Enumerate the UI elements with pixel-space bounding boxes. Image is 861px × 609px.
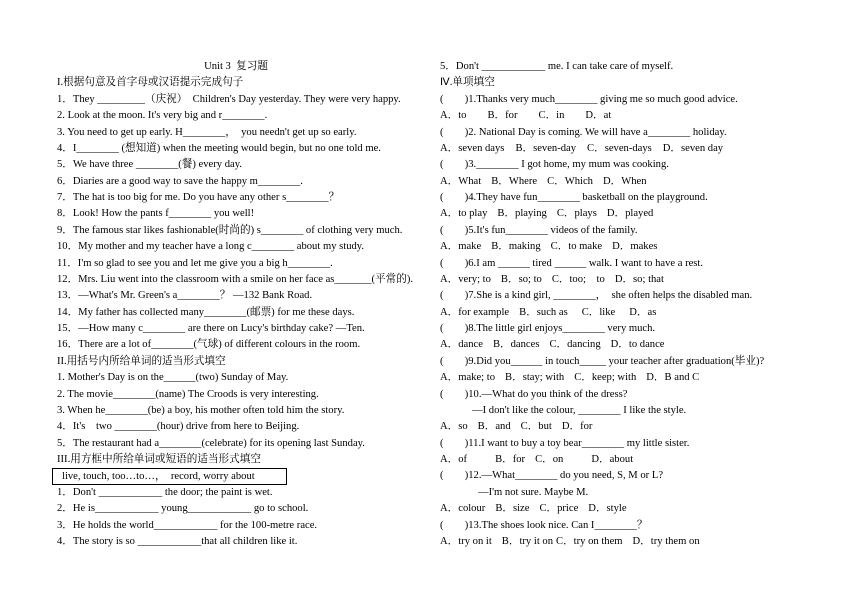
option-a: A．What xyxy=(440,175,482,187)
part4-heading: Ⅳ.单项填空 xyxy=(440,77,495,89)
option-b: B．so; to xyxy=(500,273,542,285)
option-c: C．in xyxy=(538,110,565,122)
mc-question-6: ( )6.I am ______ tired ______ walk. I want to have a rest. xyxy=(440,257,704,269)
option-b: B．playing xyxy=(497,208,547,220)
option-a: A．colour xyxy=(440,503,486,515)
part3-item-2: 2．He is____________ young____________ go to school. xyxy=(57,503,309,515)
part1-item-11: 11．I'm so glad to see you and let me give you a big h________. xyxy=(57,257,333,269)
worksheet-title: Unit 3 复习题 xyxy=(204,61,268,72)
part1-item-15: 15．—How many c________ are there on Lucy's birthday cake? —Ten. xyxy=(57,323,365,334)
option-d: D．so; that xyxy=(614,273,664,285)
option-a: A．try on it xyxy=(440,535,492,547)
option-d: D．B and C xyxy=(646,372,700,384)
part1-item-6: 6．Diaries are a good way to save the happy m________. xyxy=(57,175,303,187)
option-a: A．seven days xyxy=(440,142,505,154)
part2-item-1: 1. Mother's Day is on the______(two) Sunday of May. xyxy=(57,372,289,384)
mc-question-1: ( )1.Thanks very much________ giving me so much good advice. xyxy=(440,93,738,105)
mc-question-3: ( )3.________ I got home, my mum was cooking. xyxy=(440,159,669,171)
option-c: C．try on them xyxy=(556,535,623,547)
option-d: D．style xyxy=(588,503,627,515)
mc-question-10-reply: —I don't like the colour, ________ I like the style. xyxy=(472,404,687,416)
mc-question-13: ( )13.The shoes look nice. Can I________？ xyxy=(440,519,648,531)
mc-options-3 xyxy=(440,174,840,190)
option-c: C．on xyxy=(535,454,564,465)
option-c: C．price xyxy=(539,503,579,515)
part1-item-10: 10．My mother and my teacher have a long c________ about my study. xyxy=(57,241,365,253)
part1-heading: I.根据句意及首字母或汉语提示完成句子 xyxy=(57,77,244,89)
part2-item-3: 3. When he________(be) a boy, his mother often told him the story. xyxy=(57,404,345,416)
part2-item-2: 2. The movie________(name) The Croods is very interesting. xyxy=(57,388,319,400)
mc-options-11 xyxy=(440,452,840,468)
part3-item-5: 5．Don't ____________ me. I can take care of myself. xyxy=(440,61,674,72)
part2-heading: II.用括号内所给单词的适当形式填空 xyxy=(57,355,226,367)
option-a: A．dance xyxy=(440,339,483,351)
option-c: C．seven-days xyxy=(587,142,652,154)
option-c: C．too; to xyxy=(551,273,605,285)
left-column xyxy=(57,59,427,550)
mc-question-5: ( )5.It's fun________ videos of the family. xyxy=(440,224,638,236)
option-b: B．such as xyxy=(519,306,568,318)
option-c: C．but xyxy=(520,421,552,433)
option-a: A．to play xyxy=(440,208,488,220)
option-b: B．dances xyxy=(492,339,540,351)
option-d: D．When xyxy=(602,175,647,187)
part1-item-14: 14．My father has collected many________(邮票) for me these days. xyxy=(57,306,355,318)
mc-options-4 xyxy=(440,206,840,222)
mc-question-12-reply: —I'm not sure. Maybe M. xyxy=(478,486,589,498)
option-b: B．stay; with xyxy=(505,372,565,384)
part3-item-3: 3．He holds the world____________ for the 100-metre race. xyxy=(57,519,318,531)
mc-question-4: ( )4.They have fun________ basketball on the playground. xyxy=(440,192,708,203)
option-c: C．keep; with xyxy=(574,372,637,384)
option-c: C．dancing xyxy=(549,339,601,351)
option-a: A．for example xyxy=(440,306,510,318)
word-box: live, touch, too…to…， record, worry about xyxy=(52,468,287,485)
mc-options-2 xyxy=(440,141,840,157)
option-d: D．makes xyxy=(612,241,658,253)
option-d: D．as xyxy=(629,306,657,318)
mc-options-12 xyxy=(440,501,840,517)
option-c: C．to make xyxy=(550,241,603,253)
mc-options-9 xyxy=(440,370,840,386)
mc-question-8: ( )8.The little girl enjoys________ very much. xyxy=(440,323,656,334)
option-d: D．at xyxy=(585,110,612,122)
part2-item-5: 5．The restaurant had a________(celebrate) for its opening last Sunday. xyxy=(57,437,365,449)
option-b: B．and xyxy=(477,421,511,433)
option-c: C．like xyxy=(581,306,616,318)
option-b: B．for xyxy=(487,110,518,122)
mc-question-2: ( )2. National Day is coming. We will have a________ holiday. xyxy=(440,126,727,138)
mc-options-1 xyxy=(440,108,840,124)
mc-options-7 xyxy=(440,305,840,321)
option-b: B．for xyxy=(495,454,526,465)
option-c: C．Which xyxy=(547,175,593,187)
mc-options-6 xyxy=(440,272,840,288)
part1-item-5: 5．We have three ________(餐) every day. xyxy=(57,159,242,171)
word-box-row xyxy=(57,468,427,484)
part1-item-1: 1．They _________（庆祝） Children's Day yesterday. They were very happy. xyxy=(57,93,401,105)
part3-item-4: 4．The story is so ____________that all children like it. xyxy=(57,535,298,547)
mc-question-11: ( )11.I want to buy a toy bear________ my little sister. xyxy=(440,437,690,449)
option-d: D．seven day xyxy=(662,142,724,154)
option-a: A．to xyxy=(440,110,467,122)
mc-options-8 xyxy=(440,337,840,353)
option-a: A．make; to xyxy=(440,372,496,384)
option-a: A．very; to xyxy=(440,273,491,285)
part1-item-13: 13．—What's Mr. Green's a________？ —132 Bank Road. xyxy=(57,290,313,302)
option-d: D．to dance xyxy=(610,339,665,351)
option-b: B．making xyxy=(491,241,541,253)
right-column xyxy=(440,59,840,550)
option-b: B．seven-day xyxy=(515,142,577,154)
option-d: D．try them on xyxy=(632,535,700,547)
part1-item-12: 12．Mrs. Liu went into the classroom with a smile on her face as_______(平常的). xyxy=(57,273,413,285)
part1-item-8: 8．Look! How the pants f________ you well! xyxy=(57,208,255,220)
part1-item-3: 3. You need to get up early. H________， you needn't get up so early. xyxy=(57,126,357,138)
mc-options-5 xyxy=(440,239,840,255)
option-a: A．so xyxy=(440,421,468,433)
mc-options-10 xyxy=(440,419,840,435)
option-a: A．of xyxy=(440,454,468,465)
option-a: A．make xyxy=(440,241,482,253)
mc-question-10: ( )10.—What do you think of the dress? xyxy=(440,388,628,400)
part1-item-9: 9．The famous star likes fashionable(时尚的) s________ of clothing very much. xyxy=(57,224,403,236)
part1-item-4: 4．I________ (想知道) when the meeting would begin, but no one told me. xyxy=(57,142,381,154)
part2-item-4: 4．It's two ________(hour) drive from here to Beijing. xyxy=(57,421,300,433)
option-d: D．for xyxy=(561,421,593,433)
option-d: D．played xyxy=(606,208,654,220)
part1-item-7: 7．The hat is too big for me. Do you have any other s________？ xyxy=(57,192,340,203)
option-d: D．about xyxy=(591,454,634,465)
mc-question-7: ( )7.She is a kind girl, ________， she often helps the disabled man. xyxy=(440,290,753,302)
mc-question-12: ( )12.—What________ do you need, S, M or L? xyxy=(440,470,664,482)
mc-question-9: ( )9.Did you______ in touch_____ your teacher after graduation(毕业)? xyxy=(440,355,765,367)
mc-options-13 xyxy=(440,534,840,550)
part1-item-2: 2. Look at the moon. It's very big and r________. xyxy=(57,110,268,122)
option-b: B．Where xyxy=(491,175,538,187)
option-c: C．plays xyxy=(556,208,597,220)
option-b: B．try it on xyxy=(501,535,554,547)
option-b: B．size xyxy=(495,503,530,515)
part1-item-16: 16．There are a lot of________(气球) of different colours in the room. xyxy=(57,339,361,351)
part3-heading: III.用方框中所给单词或短语的适当形式填空 xyxy=(57,454,261,465)
part3-item-1: 1．Don't ____________ the door; the paint is wet. xyxy=(57,486,273,498)
